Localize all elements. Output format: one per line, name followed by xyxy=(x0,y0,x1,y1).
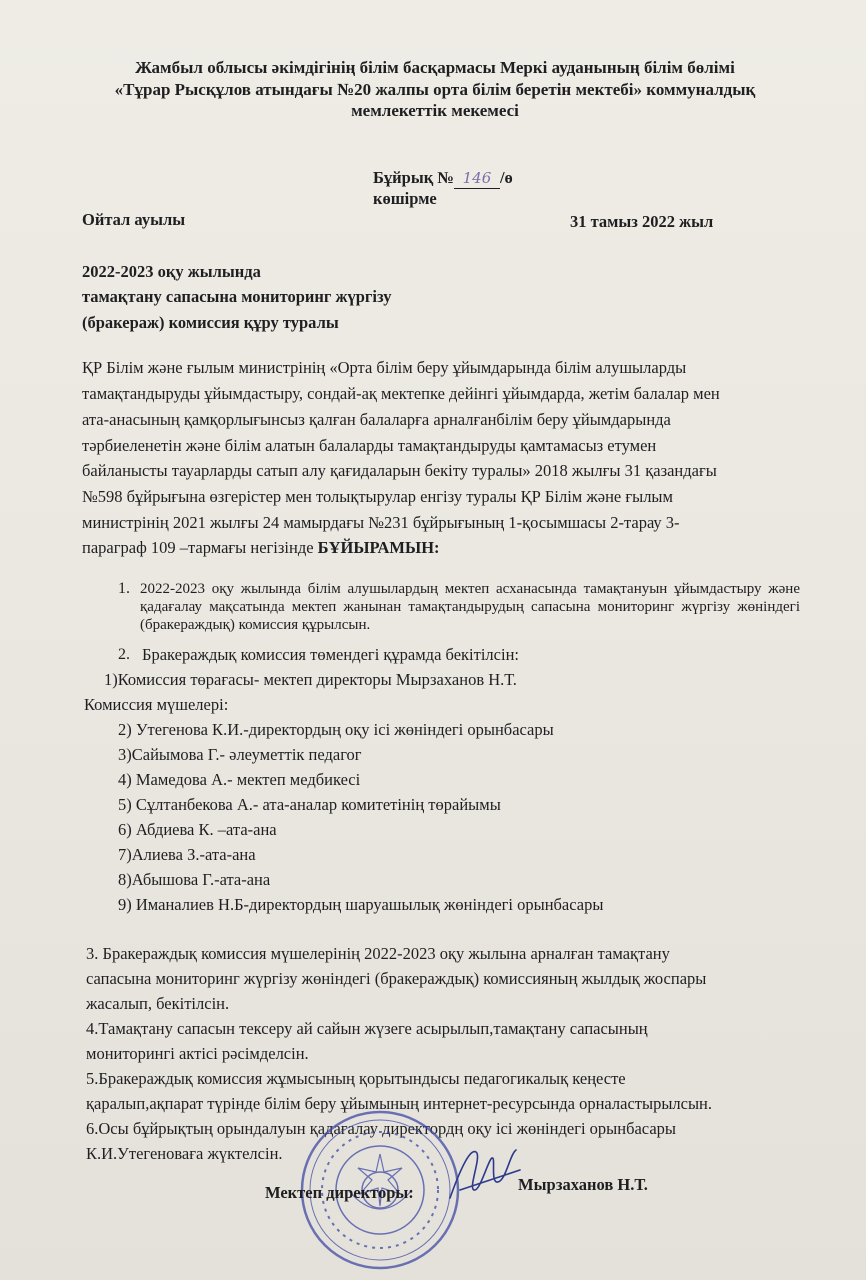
preamble-line: №598 бұйрығына өзгерістер мен толықтырулар енгізу туралы ҚР Білім және ғылым xyxy=(82,487,673,506)
org-header-line-2: «Тұрар Рысқұлов атындағы №20 жалпы орта білім беретін мектебі» коммуналдық xyxy=(114,80,756,99)
preamble-line: тамақтандыруды ұйымдастыру, сондай-ақ мектепке дейінгі ұйымдарда, жетім балалар мен xyxy=(82,384,720,403)
item-1-text: 2022-2023 оқу жылында білім алушылардың мектеп асханасында тамақтануын ұйымдастыру және қадағалау мақсатында мектеп жанынан тамақтандырудың сапасына мониторинг жүргізу жөніндегі (бракераждық) комиссия құрылсын. xyxy=(140,581,800,633)
order-title-prefix: Бұйрық № xyxy=(373,168,454,187)
paragraph-3-line: сапасына мониторинг жүргізу жөніндегі (бракераждық) комиссияның жылдық жоспары xyxy=(86,969,707,988)
paragraph-6-line: 6.Осы бұйрықтың орындалуын қадағалау директордң оқу ісі жөніндегі орынбасары xyxy=(86,1119,676,1138)
order-date: 31 тамыз 2022 жыл xyxy=(570,212,714,231)
preamble-line xyxy=(82,538,440,558)
preamble-line: министрінің 2021 жылғы 24 мамырдағы №231 бұйрығының 1-қосымшасы 2-тарау 3- xyxy=(82,513,680,532)
member-item: 3)Сайымова Г.- әлеуметтік педагог xyxy=(118,745,362,764)
member-item: 4) Мамедова А.- мектеп медбикесі xyxy=(118,770,361,789)
preamble-line: байланысты тауарларды сатып алу қағидаларын бекіту туралы» 2018 жылғы 31 қазандағы xyxy=(82,461,717,480)
member-item: 9) Иманалиев Н.Б-директордың шаруашылық жөніндегі орынбасары xyxy=(118,895,604,914)
member-item: 5) Сұлтанбекова А.- ата-аналар комитетінің төрайымы xyxy=(118,795,501,814)
signature-name: Мырзаханов Н.Т. xyxy=(518,1175,648,1194)
subject-line-2: тамақтану сапасына мониторинг жүргізу xyxy=(82,287,392,306)
commission-chair: 1)Комиссия төрағасы- мектеп директоры Мырзаханов Н.Т. xyxy=(104,670,517,689)
paragraph-3-line: 3. Бракераждық комиссия мүшелерінің 2022-2023 оқу жылына арналған тамақтану xyxy=(86,944,670,963)
paragraph-5-line: қаралып,ақпарат түрінде білім беру ұйымының интернет-ресурсында орналастырылсын. xyxy=(86,1094,713,1113)
paragraph-4-line: мониторингі актісі рәсімделсін. xyxy=(86,1044,309,1063)
preamble-line: ҚР Білім және ғылым министрінің «Орта білім беру ұйымдарында білім алушыларды xyxy=(82,358,687,377)
preamble-line: тәрбиеленетін және білім алатын балаларды тамақтандыруды қамтамасыз етумен xyxy=(82,436,657,455)
item-number: 1. xyxy=(118,580,130,597)
item-2-text: Бракераждық комиссия төмендегі құрамда бекітілсін: xyxy=(142,645,519,664)
member-item: 7)Алиева З.-ата-ана xyxy=(118,845,256,864)
preamble-text: параграф 109 –тармағы негізінде xyxy=(82,538,318,557)
subject-line-1: 2022-2023 оқу жылында xyxy=(82,262,261,281)
order-title-suffix: /ө xyxy=(499,168,513,187)
paragraph-5-line: 5.Бракераждық комиссия жұмысының қорытындысы педагогикалық кеңесте xyxy=(86,1069,626,1088)
paragraph-4-line: 4.Тамақтану сапасын тексеру ай сайын жүзеге асырылып,тамақтану сапасының xyxy=(86,1019,648,1038)
copy-label: көшірме xyxy=(373,189,437,208)
signature-icon xyxy=(440,1140,530,1210)
member-item: 6) Абдиева К. –ата-ана xyxy=(118,820,277,839)
member-item: 2) Утегенова К.И.-директордың оқу ісі жөніндегі орынбасары xyxy=(118,720,554,739)
order-title xyxy=(373,168,513,189)
paragraph-3-line: жасалып, бекітілсін. xyxy=(86,994,230,1013)
preamble-line: ата-анасының қамқорлығынсыз қалған балаларға арналғанбілім беру ұйымдарында xyxy=(82,410,671,429)
subject-line-3: (бракераж) комиссия құру туралы xyxy=(82,313,339,332)
order-directive: БҰЙЫРАМЫН: xyxy=(317,538,440,557)
paragraph-6-line: К.И.Утегеноваға жүктелсін. xyxy=(86,1144,283,1163)
place: Ойтал ауылы xyxy=(82,210,186,229)
org-header-line-1: Жамбыл облысы әкімдігінің білім басқармасы Меркі ауданының білім бөлімі xyxy=(135,58,735,77)
org-header-line-3: мемлекеттік мекемесі xyxy=(351,101,519,120)
member-item: 8)Абышова Г.-ата-ана xyxy=(118,870,271,889)
order-number-field xyxy=(454,168,500,189)
order-number-handwritten: 146 xyxy=(462,169,492,187)
item-number: 2. xyxy=(118,646,130,663)
signature-role: Мектеп директоры: xyxy=(265,1183,414,1202)
members-label: Комиссия мүшелері: xyxy=(84,695,229,714)
